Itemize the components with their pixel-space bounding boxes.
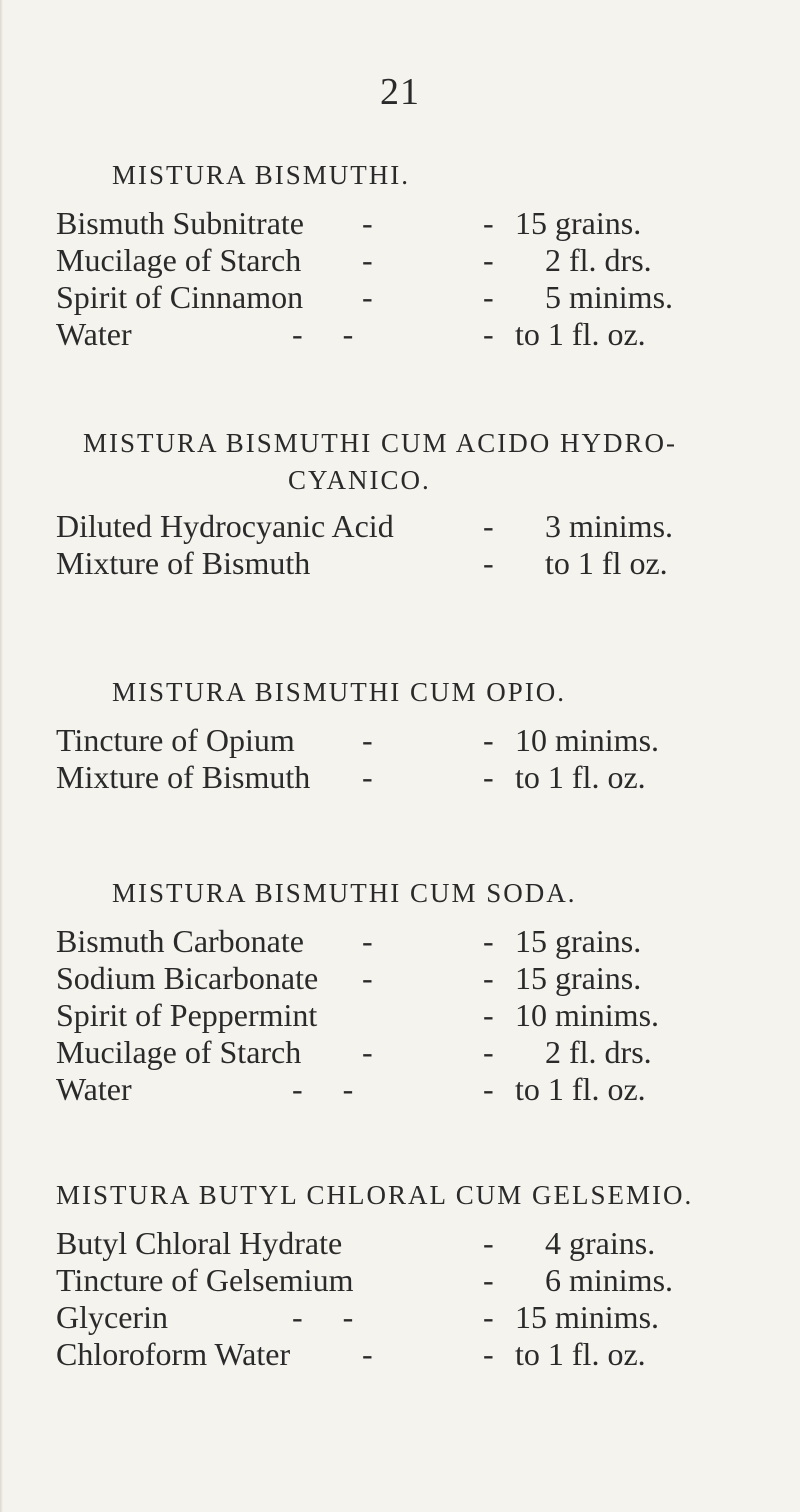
- section-title: MISTURA BISMUTHI.: [112, 160, 411, 190]
- ingredient-row: [0, 759, 800, 796]
- ingredient-quantity: to 1 fl. oz.: [515, 1336, 646, 1372]
- leader-dash: -: [483, 508, 494, 544]
- leader-dash: -: [362, 722, 373, 758]
- ingredient-row: [0, 997, 800, 1034]
- ingredient-row: [0, 960, 800, 997]
- ingredient-name: Bismuth Carbonate: [56, 923, 304, 959]
- leader-dash: - -: [292, 1299, 354, 1335]
- leader-dash: -: [483, 759, 494, 795]
- recipe-bismuthi-cum-acido-hydrocyanico: [0, 428, 800, 582]
- ingredient-row: [0, 1262, 800, 1299]
- leader-dash: -: [483, 316, 494, 352]
- leader-dash: -: [483, 997, 494, 1033]
- ingredient-quantity: 3 minims.: [545, 508, 674, 544]
- ingredient-name: Tincture of Gelsemium: [56, 1262, 354, 1298]
- ingredient-name: Mixture of Bismuth: [56, 759, 311, 795]
- ingredient-quantity: 4 grains.: [545, 1225, 656, 1261]
- recipe-bismuthi-cum-soda: [0, 878, 800, 1108]
- ingredient-row: [0, 1225, 800, 1262]
- leader-dash: -: [362, 1034, 373, 1070]
- ingredient-row: [0, 545, 800, 582]
- leader-dash: -: [483, 960, 494, 996]
- ingredient-quantity: 15 grains.: [515, 960, 642, 996]
- leader-dash: -: [483, 1071, 494, 1107]
- page-number: 21: [380, 71, 420, 113]
- ingredient-name: Water: [56, 1071, 132, 1107]
- section-title: MISTURA BUTYL CHLORAL CUM GELSEMIO.: [56, 1180, 694, 1210]
- leader-dash: -: [362, 279, 373, 315]
- leader-dash: -: [483, 545, 494, 581]
- ingredient-quantity: 2 fl. drs.: [545, 1034, 652, 1070]
- recipe-bismuthi-cum-opio: [0, 677, 800, 796]
- ingredient-row: [0, 1336, 800, 1373]
- leader-dash: -: [483, 1262, 494, 1298]
- ingredient-quantity: to 1 fl. oz.: [515, 316, 646, 352]
- ingredient-name: Mixture of Bismuth: [56, 545, 311, 581]
- ingredient-row: [0, 205, 800, 242]
- ingredient-quantity: 15 minims.: [515, 1299, 660, 1335]
- ingredient-name: Chloroform Water: [56, 1336, 291, 1372]
- leader-dash: -: [483, 1225, 494, 1261]
- ingredient-name: Glycerin: [56, 1299, 168, 1335]
- leader-dash: -: [362, 242, 373, 278]
- ingredient-quantity: 2 fl. drs.: [545, 242, 652, 278]
- ingredient-name: Bismuth Subnitrate: [56, 205, 304, 241]
- leader-dash: -: [483, 1299, 494, 1335]
- ingredient-quantity: to 1 fl. oz.: [515, 1071, 646, 1107]
- leader-dash: -: [483, 722, 494, 758]
- leader-dash: -: [483, 923, 494, 959]
- ingredient-quantity: 15 grains.: [515, 923, 642, 959]
- ingredient-row: [0, 508, 800, 545]
- ingredient-name: Spirit of Peppermint: [56, 997, 318, 1033]
- ingredient-name: Tincture of Opium: [56, 722, 295, 758]
- ingredient-quantity: 10 minims.: [515, 997, 660, 1033]
- recipe-mistura-bismuthi: [0, 160, 800, 353]
- leader-dash: -: [483, 1034, 494, 1070]
- ingredient-row: [0, 923, 800, 960]
- ingredient-name: Mucilage of Starch: [56, 242, 302, 278]
- ingredient-name: Sodium Bicarbonate: [56, 960, 319, 996]
- ingredient-quantity: 5 minims.: [545, 279, 674, 315]
- ingredient-quantity: 10 minims.: [515, 722, 660, 758]
- leader-dash: -: [483, 1336, 494, 1372]
- section-title: MISTURA BISMUTHI CUM OPIO.: [112, 677, 567, 707]
- ingredient-row: [0, 1034, 800, 1071]
- ingredient-quantity: to 1 fl oz.: [545, 545, 668, 581]
- leader-dash: -: [362, 205, 373, 241]
- leader-dash: - -: [292, 316, 354, 352]
- ingredient-quantity: to 1 fl. oz.: [515, 759, 646, 795]
- ingredient-quantity: 15 grains.: [515, 205, 642, 241]
- ingredient-quantity: 6 minims.: [545, 1262, 674, 1298]
- ingredient-name: Mucilage of Starch: [56, 1034, 302, 1070]
- leader-dash: -: [483, 205, 494, 241]
- recipe-butyl-chloral-cum-gelsemio: [0, 1180, 800, 1373]
- leader-dash: - -: [292, 1071, 354, 1107]
- ingredient-row: [0, 722, 800, 759]
- ingredient-name: Diluted Hydrocyanic Acid: [56, 508, 394, 544]
- ingredient-row: [0, 316, 800, 353]
- leader-dash: -: [362, 923, 373, 959]
- leader-dash: -: [362, 1336, 373, 1372]
- ingredient-name: Spirit of Cinnamon: [56, 279, 304, 315]
- section-title-line2: CYANICO.: [288, 465, 431, 495]
- ingredient-row: [0, 279, 800, 316]
- ingredient-name: Water: [56, 316, 132, 352]
- leader-dash: -: [483, 279, 494, 315]
- ingredient-row: [0, 242, 800, 279]
- section-title-line1: MISTURA BISMUTHI CUM ACIDO HYDRO-: [83, 428, 678, 458]
- section-title: MISTURA BISMUTHI CUM SODA.: [112, 878, 577, 908]
- leader-dash: -: [483, 242, 494, 278]
- ingredient-name: Butyl Chloral Hydrate: [56, 1225, 343, 1261]
- leader-dash: -: [362, 960, 373, 996]
- ingredient-row: [0, 1071, 800, 1108]
- ingredient-row: [0, 1299, 800, 1336]
- leader-dash: -: [362, 759, 373, 795]
